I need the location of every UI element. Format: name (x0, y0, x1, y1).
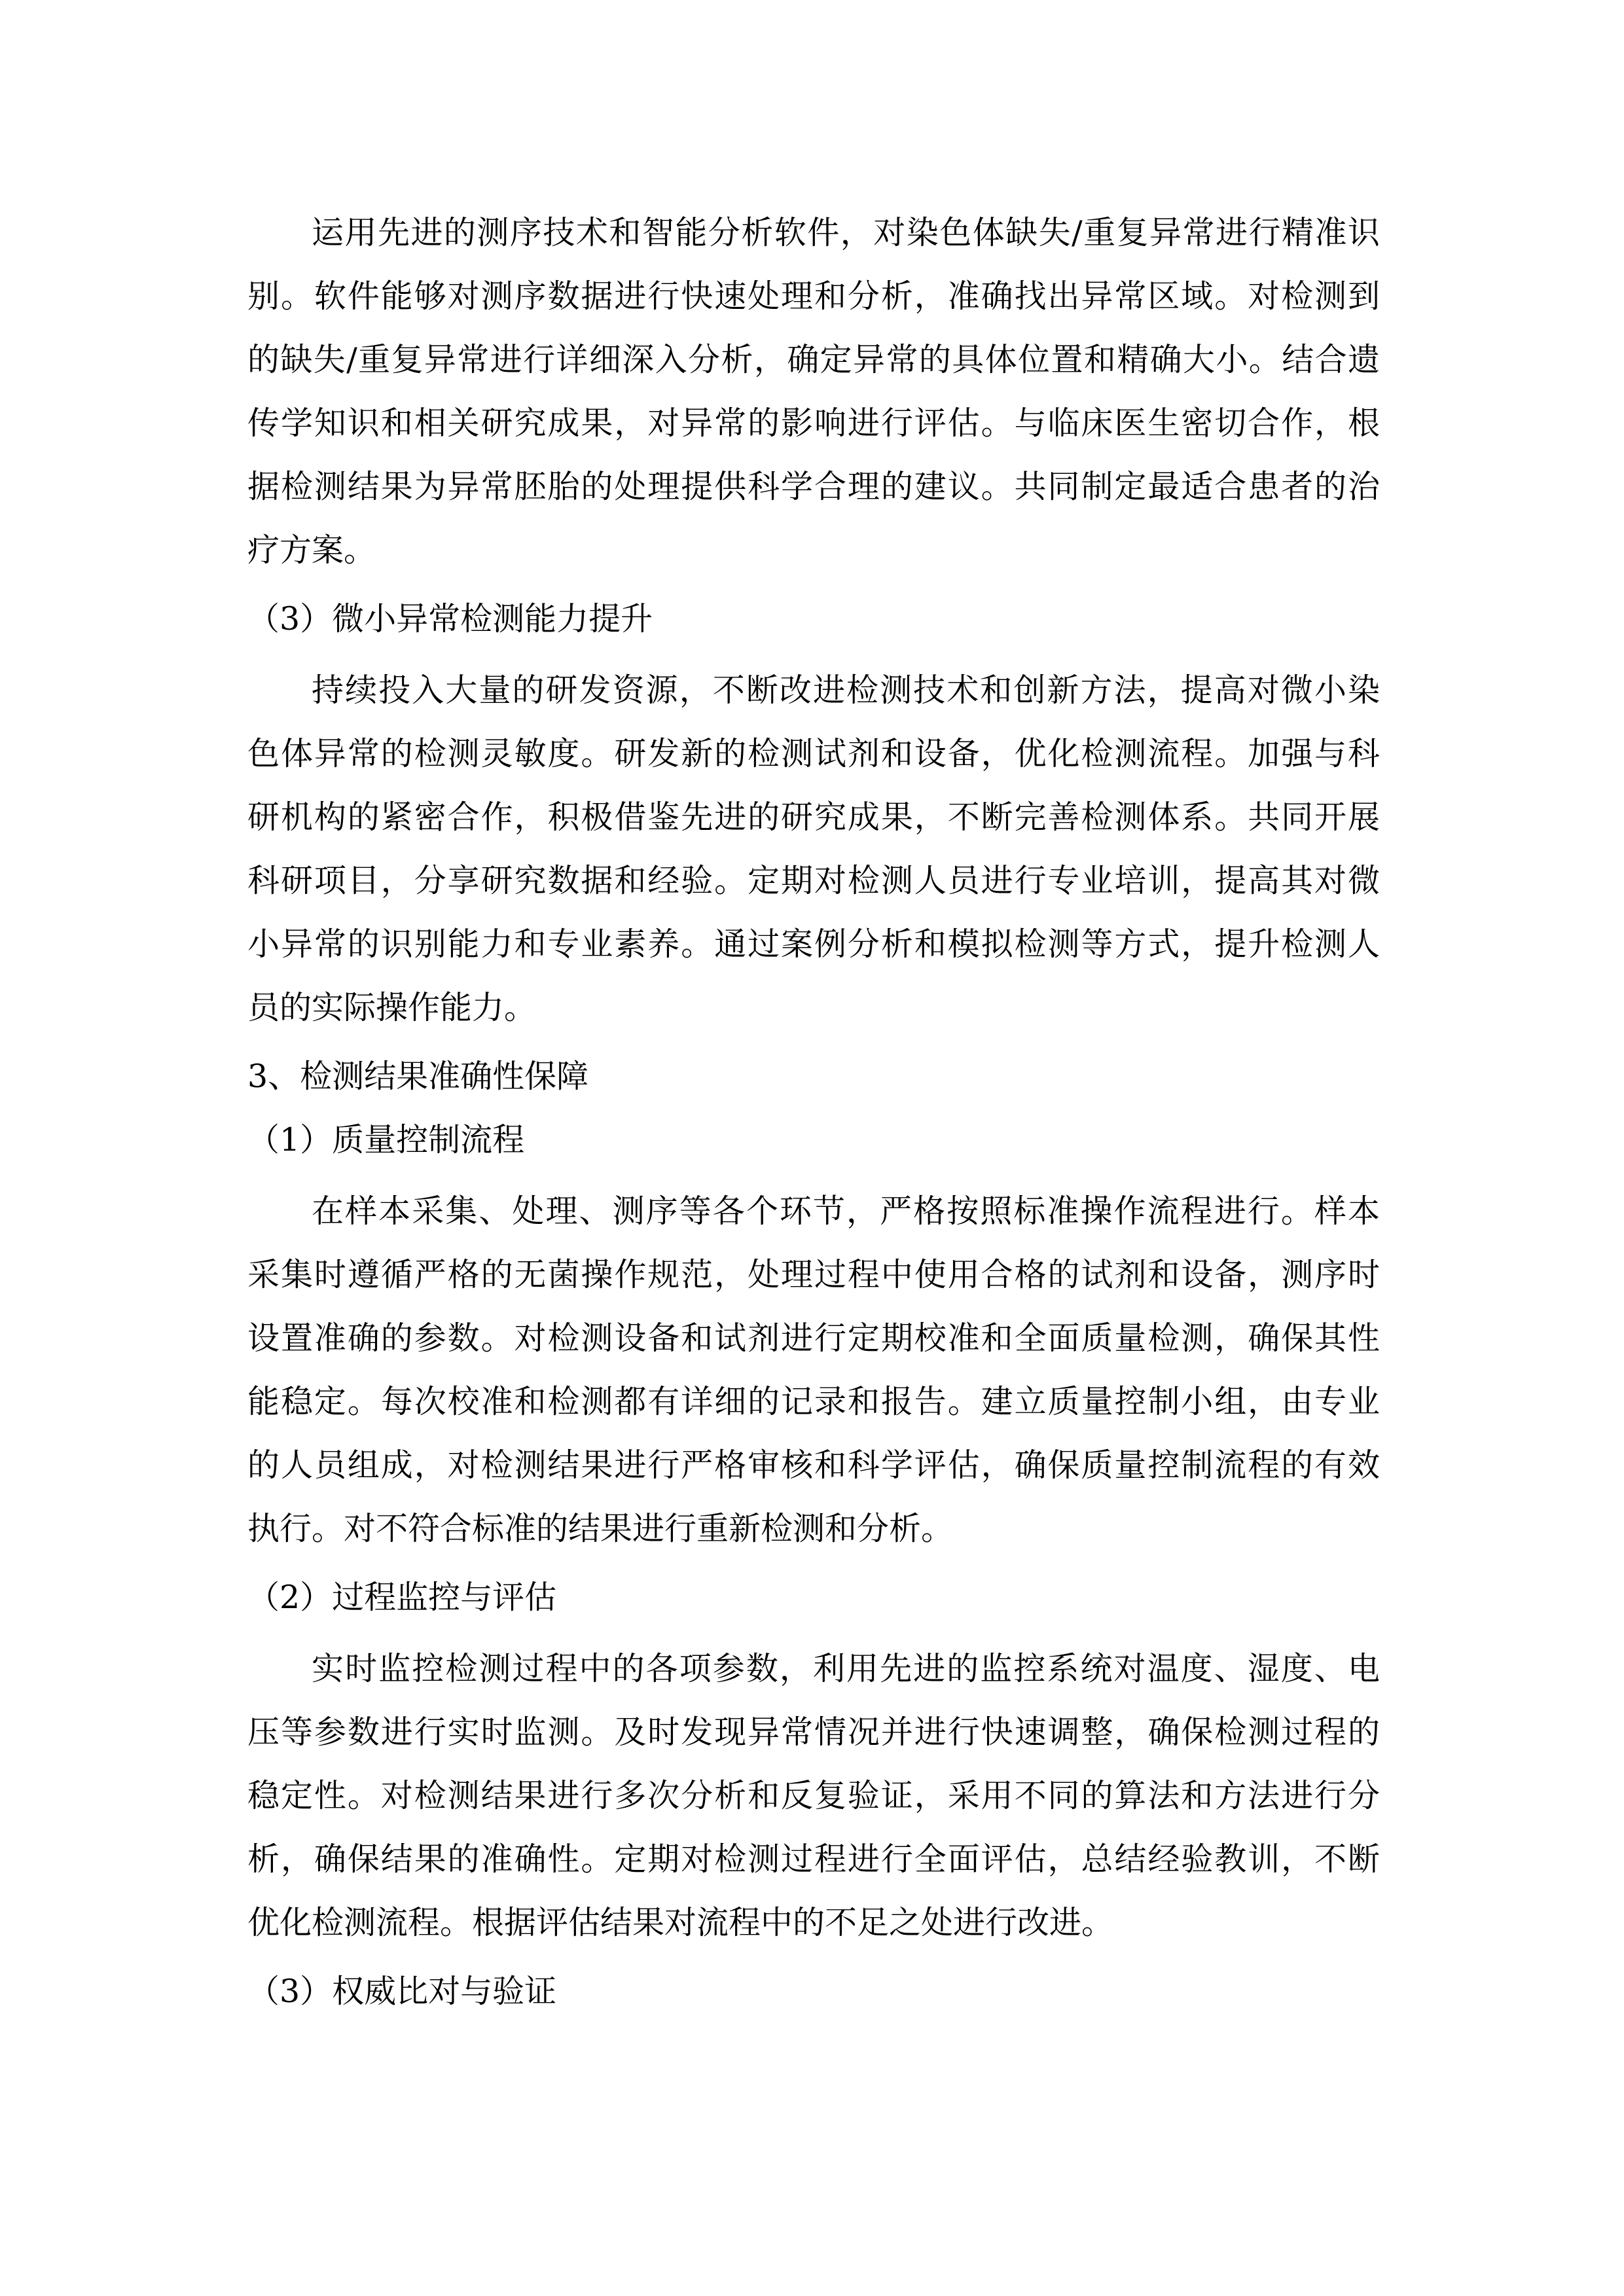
body-paragraph-quality-control (247, 1179, 1380, 1560)
paragraph-line: 别。软件能够对测序数据进行快速处理和分析，准确找出异常区域。对检测到 (247, 278, 1380, 315)
section-heading-micro-detection: （3）微小异常检测能力提升 (247, 600, 653, 637)
paragraph-line: 采集时遵循严格的无菌操作规范，处理过程中使用合格的试剂和设备，测序时 (247, 1256, 1380, 1293)
paragraph-line: 持续投入大量的研发资源，不断改进检测技术和创新方法，提高对微小染 (312, 672, 1380, 709)
paragraph-line: 传学知识和相关研究成果，对异常的影响进行评估。与临床医生密切合作，根 (247, 404, 1380, 442)
subsection-heading-quality-control: （1）质量控制流程 (247, 1121, 525, 1158)
paragraph-line-last: 执行。对不符合标准的结果进行重新检测和分析。 (247, 1510, 954, 1547)
body-paragraph-micro-detection (247, 658, 1380, 1039)
paragraph-line: 压等参数进行实时监测。及时发现异常情况并进行快速调整，确保检测过程的 (247, 1713, 1380, 1751)
paragraph-line: 实时监控检测过程中的各项参数，利用先进的监控系统对温度、湿度、电 (312, 1650, 1380, 1687)
paragraph-line: 科研项目，分享研究数据和经验。定期对检测人员进行专业培训，提高其对微 (247, 862, 1380, 899)
paragraph-line: 的缺失/重复异常进行详细深入分析，确定异常的具体位置和精确大小。结合遗 (247, 341, 1380, 378)
paragraph-line-last: 员的实际操作能力。 (247, 989, 537, 1026)
subsection-heading-authority-comparison: （3）权威比对与验证 (247, 1973, 557, 2010)
body-paragraph-process-monitoring (247, 1637, 1380, 1954)
body-paragraph-chromosome-analysis (247, 201, 1380, 582)
paragraph-line-last: 疗方案。 (247, 531, 376, 569)
paragraph-line: 稳定性。对检测结果进行多次分析和反复验证，采用不同的算法和方法进行分 (247, 1777, 1380, 1814)
paragraph-line: 研机构的紧密合作，积极借鉴先进的研究成果，不断完善检测体系。共同开展 (247, 798, 1380, 836)
paragraph-line: 据检测结果为异常胚胎的处理提供科学合理的建议。共同制定最适合患者的治 (247, 468, 1380, 505)
paragraph-line: 的人员组成，对检测结果进行严格审核和科学评估，确保质量控制流程的有效 (247, 1446, 1380, 1484)
paragraph-line: 运用先进的测序技术和智能分析软件，对染色体缺失/重复异常进行精准识 (312, 214, 1380, 251)
document-page (247, 201, 1380, 2023)
section-heading-accuracy: 3、检测结果准确性保障 (247, 1058, 589, 1095)
paragraph-line-last: 优化检测流程。根据评估结果对流程中的不足之处进行改进。 (247, 1904, 1114, 1941)
paragraph-line: 设置准确的参数。对检测设备和试剂进行定期校准和全面质量检测，确保其性 (247, 1319, 1380, 1357)
paragraph-line: 在样本采集、处理、测序等各个环节，严格按照标准操作流程进行。样本 (312, 1193, 1380, 1230)
paragraph-line: 析，确保结果的准确性。定期对检测过程进行全面评估，总结经验教训，不断 (247, 1840, 1380, 1878)
subsection-heading-process-monitoring: （2）过程监控与评估 (247, 1579, 557, 1616)
paragraph-line: 色体异常的检测灵敏度。研发新的检测试剂和设备，优化检测流程。加强与科 (247, 735, 1380, 772)
paragraph-line: 小异常的识别能力和专业素养。通过案例分析和模拟检测等方式，提升检测人 (247, 925, 1380, 963)
paragraph-line: 能稳定。每次校准和检测都有详细的记录和报告。建立质量控制小组，由专业 (247, 1383, 1380, 1420)
